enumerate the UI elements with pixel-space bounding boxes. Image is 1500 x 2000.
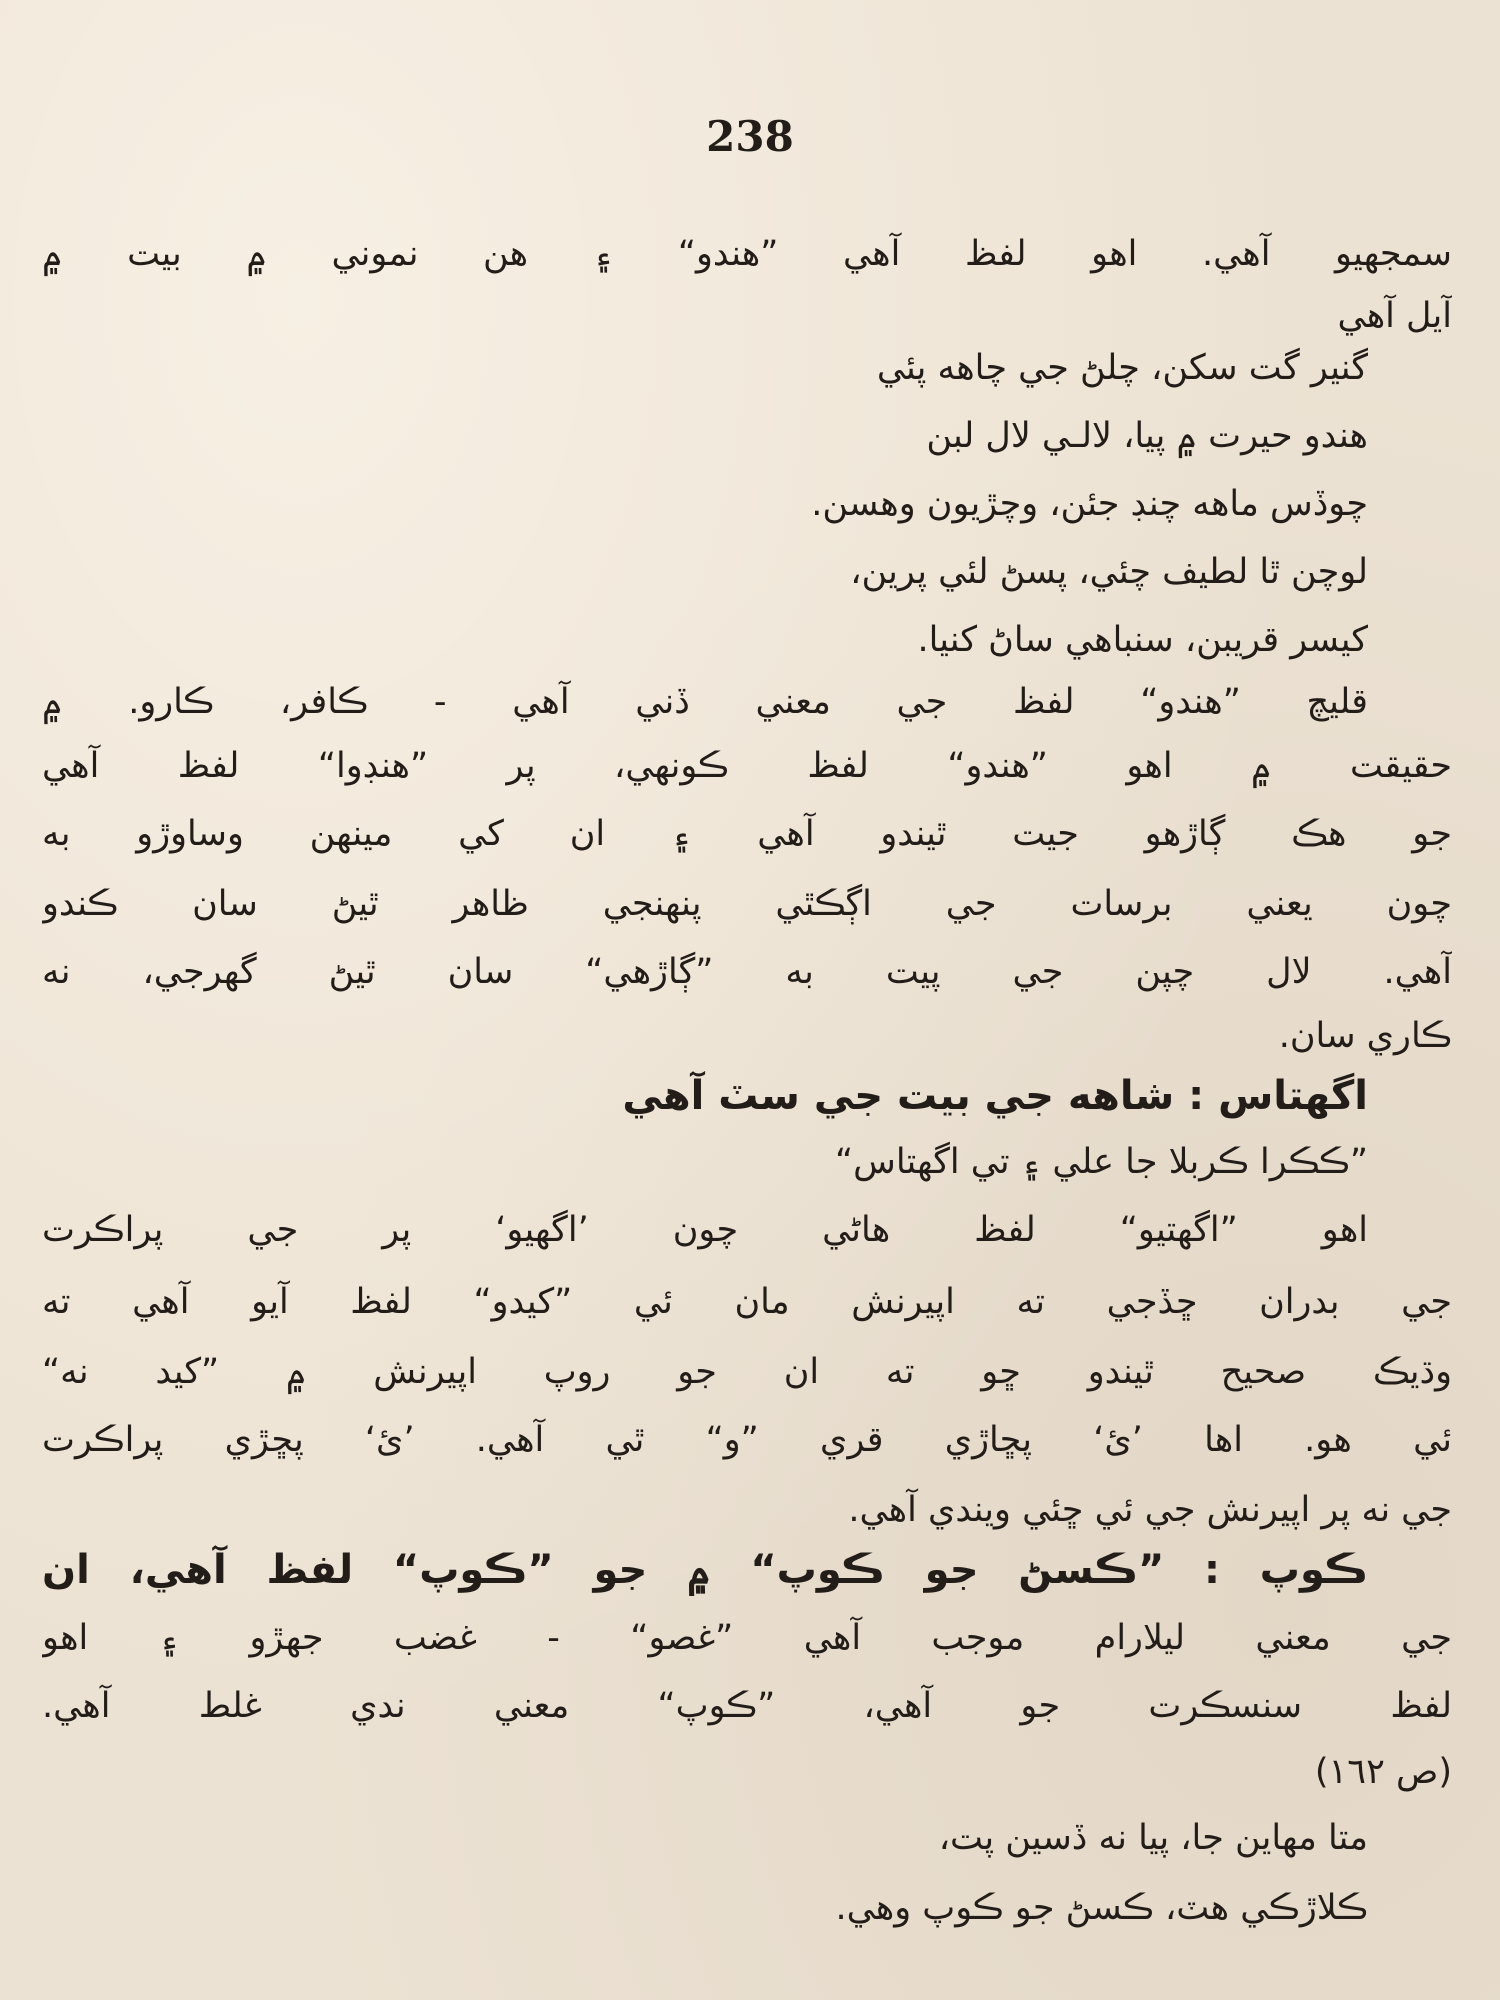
text-line: آيل آهي (1337, 296, 1452, 336)
page-number: 238 (706, 112, 794, 161)
text-line: حقيقت ۾ اهو ”هندو“ لفظ ڪونهي، پر ”هنڊوا“ لفظ آهي (42, 746, 1452, 786)
text-line: جي بدران ڇڏجي ته اپيرنش مان ئي ”کيدو“ لفظ آيو آهي ته (42, 1282, 1452, 1322)
text-line: لفظ سنسڪرت جو آهي، ”ڪوپ“ معني ندي غلط آهي. (42, 1686, 1452, 1726)
text-line: وڌيڪ صحيح ٿيندو ڇو ته ان جو روپ اپيرنش ۾ ”کيد نه“ (42, 1352, 1452, 1392)
text-line: ئي هو. اها ’ئ‘ پڇاڙي قري ”و“ ٿي آهي. ’ئ‘ پڇڙي پراڪرت (42, 1420, 1452, 1460)
text-line: سمجھيو آهي. اهو لفظ آهي ”هندو“ ۽ هن نموني ۾ بيت ۾ (42, 234, 1452, 274)
text-line: آهي. لال چپن جي پيت به ”ڳاڙهي“ سان ٿيڻ گهرجي، نه (42, 952, 1452, 992)
verse-line: ”ڪڪرا ڪربلا جا علي ۽ تي اگهتاس“ (835, 1142, 1368, 1182)
text-line: ڪاري سان. (1278, 1016, 1452, 1056)
verse-line: ڪلاڙڪي هٽ، ڪسڻ جو ڪوپ وهي. (835, 1888, 1368, 1928)
text-line: جي نه پر اپيرنش جي ئي ڇئي ويندي آهي. (848, 1490, 1452, 1530)
text-line: چون يعني برسات جي اڳڪٿي پنهنجي ظاهر ٿيڻ سان ڪندو (42, 884, 1452, 924)
text-line: قليچ ”هندو“ لفظ جي معني ڏني آهي - ڪافر، ڪارو. ۾ (42, 682, 1368, 722)
verse-line: متا مهاين جا، پيا نه ڏسين پت، (938, 1818, 1368, 1858)
verse-line: چوڏس ماهه چنڊ جئن، وچڙيون وهسن. (811, 484, 1368, 524)
verse-line: هندو حيرت ۾ پيا، لالـي لال لبن (926, 416, 1368, 456)
verse-line: کيسر قريبن، سنباهي ساڻ کنيا. (917, 620, 1368, 660)
verse-line: گنير گت سکن، چلڻ جي چاهه پئي (876, 348, 1368, 388)
verse-line: لوچن ٿا لطيف چئي، پسڻ لئي پرين، (850, 552, 1368, 592)
text-line: جو هڪ ڳاڙهو جيت ٿيندو آهي ۽ ان کي مينهن وساوڙو به (42, 814, 1452, 854)
text-line: جي معني ليلارام موجب آهي ”غصو“ - غضب جهڙو ۽ اهو (42, 1618, 1452, 1658)
section-heading: اگهتاس : شاهه جي بيت جي سٽ آهي (622, 1073, 1368, 1119)
text-line: اهو ”اگهتيو“ لفظ هاڻي چون ’اگهيو‘ پر جي پراڪرت (42, 1210, 1368, 1250)
page-reference: (ص ١٦٢) (1314, 1752, 1452, 1792)
section-heading: ڪوپ : ”ڪسڻ جو ڪوپ“ ۾ جو ”ڪوپ“ لفظ آهي، ان (42, 1547, 1368, 1593)
